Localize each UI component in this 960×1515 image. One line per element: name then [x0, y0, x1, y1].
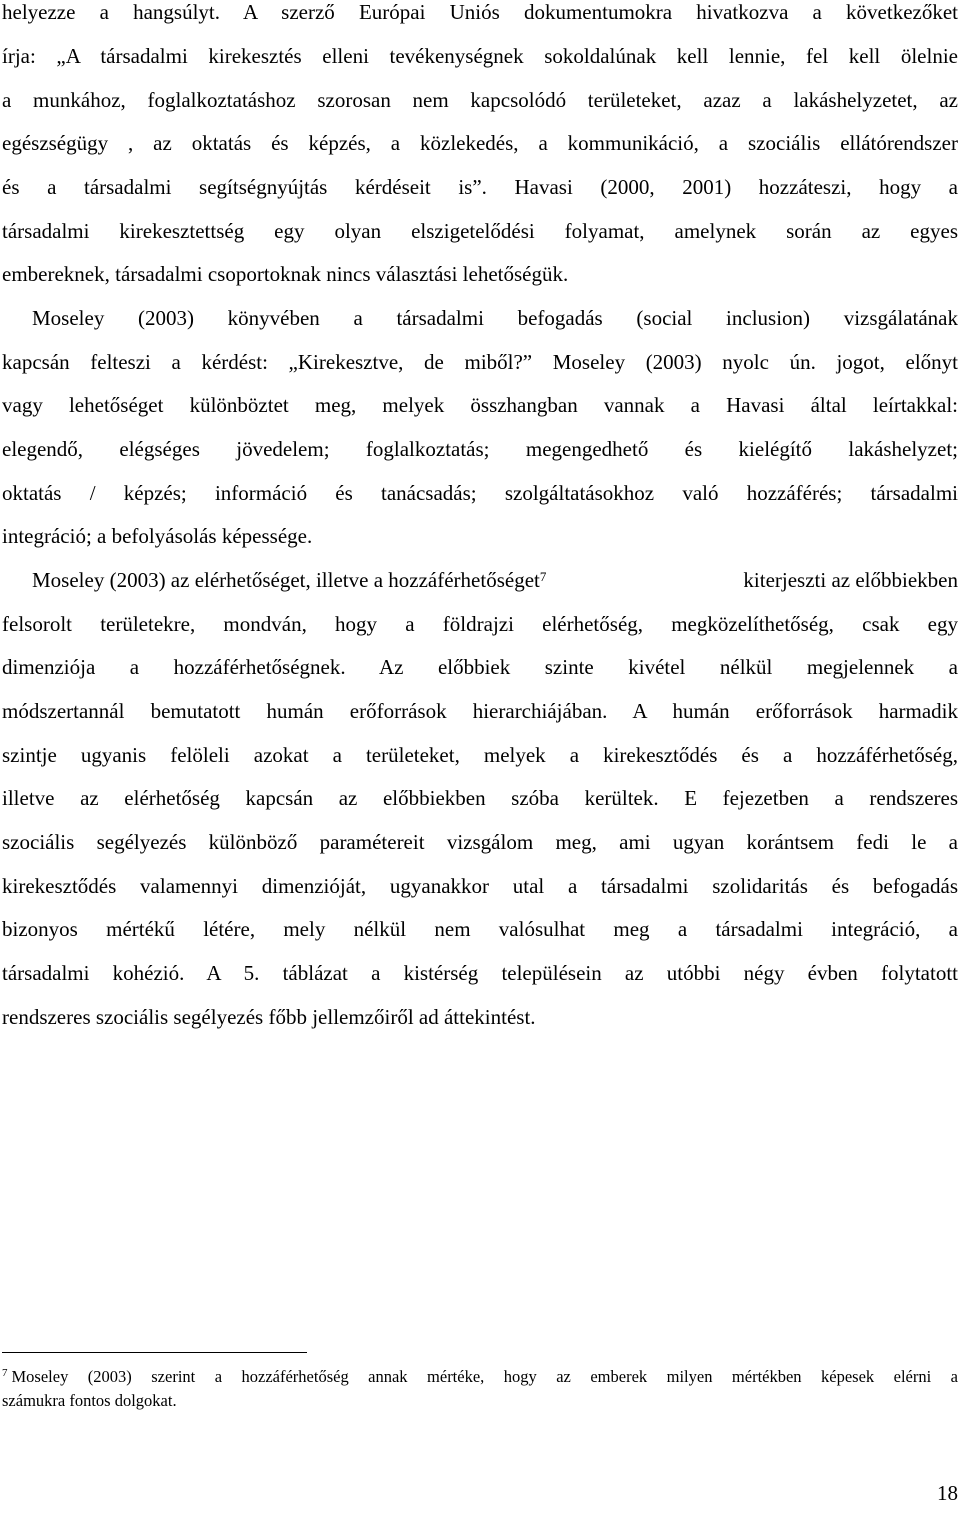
body-line: bizonyos mértékű létére, mely nélkül nem valósulhat meg a társadalmi integráció, a: [2, 917, 958, 941]
footnote-mark: 7: [2, 1367, 8, 1379]
footnote-line: számukra fontos dolgokat.: [2, 1391, 177, 1410]
body-line: helyezze a hangsúlyt. A szerző Európai Uniós dokumentumokra hivatkozva a következőket: [2, 0, 958, 24]
body-line: illetve az elérhetőség kapcsán az előbbiekben szóba kerültek. E fejezetben a rendszeres: [2, 786, 958, 810]
body-line: szintje ugyanis felöleli azokat a területeket, melyek a kirekesztődés és a hozzáférhetőség,: [2, 743, 958, 767]
body-line: Moseley (2003) könyvében a társadalmi befogadás (social inclusion) vizsgálatának: [32, 306, 958, 330]
body-line: felsorolt területekre, mondván, hogy a földrajzi elérhetőség, megközelíthetőség, csak egy: [2, 612, 958, 636]
body-line: [32, 567, 958, 593]
body-line: szociális segélyezés különböző paramétereit vizsgálom meg, ami ugyan korántsem fedi le a: [2, 830, 958, 854]
body-line: elegendő, elégséges jövedelem; foglalkoztatás; megengedhető és kielégítő lakáshelyzet;: [2, 437, 958, 461]
body-line: egészségügy , az oktatás és képzés, a közlekedés, a kommunikáció, a szociális ellátórendszer: [2, 131, 958, 155]
body-line: kapcsán felteszi a kérdést: „Kirekesztve, de miből?” Moseley (2003) nyolc ún. jogot, előnyt: [2, 350, 958, 374]
body-line: a munkához, foglalkoztatáshoz szorosan nem kapcsolódó területeket, azaz a lakáshelyzetet, az: [2, 88, 958, 112]
body-line: dimenziója a hozzáférhetőségnek. Az előbbiek szinte kivétel nélkül megjelennek a: [2, 655, 958, 679]
body-line: integráció; a befolyásolás képessége.: [2, 524, 313, 548]
body-line: kirekesztődés valamennyi dimenzióját, ugyanakkor utal a társadalmi szolidaritás és befogadás: [2, 874, 958, 898]
body-line: embereknek, társadalmi csoportoknak nincs választási lehetőségük.: [2, 262, 569, 286]
body-line: módszertannál bemutatott humán erőforrások hierarchiájában. A humán erőforrások harmadik: [2, 699, 958, 723]
body-line: vagy lehetőséget különböztet meg, melyek összhangban vannak a Havasi által leírtakkal:: [2, 393, 958, 417]
body-line: írja: „A társadalmi kirekesztés elleni tevékenységnek sokoldalúnak kell lennie, fel kell ölelnie: [2, 44, 958, 68]
body-line-tail: kiterjeszti az előbbiekben: [743, 568, 958, 592]
body-line: rendszeres szociális segélyezés főbb jellemzőiről ad áttekintést.: [2, 1005, 536, 1029]
body-line: és a társadalmi segítségnyújtás kérdéseit is”. Havasi (2000, 2001) hozzáteszi, hogy a: [2, 175, 958, 199]
body-line: társadalmi kirekesztettség egy olyan elszigetelődési folyamat, amelynek során az egyes: [2, 219, 958, 243]
body-line: oktatás / képzés; információ és tanácsadás; szolgáltatásokhoz való hozzáférés; társadalmi: [2, 481, 958, 505]
footnote-separator: [2, 1352, 307, 1353]
body-line: társadalmi kohézió. A 5. táblázat a kistérség településein az utóbbi négy évben folytatott: [2, 961, 958, 985]
footnote-line: $^7$ Moseley (2003) szerint a hozzáférhetőség annak mértéke, hogy az emberek milyen mértékben képesek elérni a: [2, 1367, 958, 1386]
page-number: 18: [937, 1481, 958, 1505]
body-line-head: Moseley (2003) az elérhetőséget, illetve a hozzáférhetőséget$^7$: [32, 568, 547, 592]
footnote-reference: 7: [539, 569, 547, 584]
